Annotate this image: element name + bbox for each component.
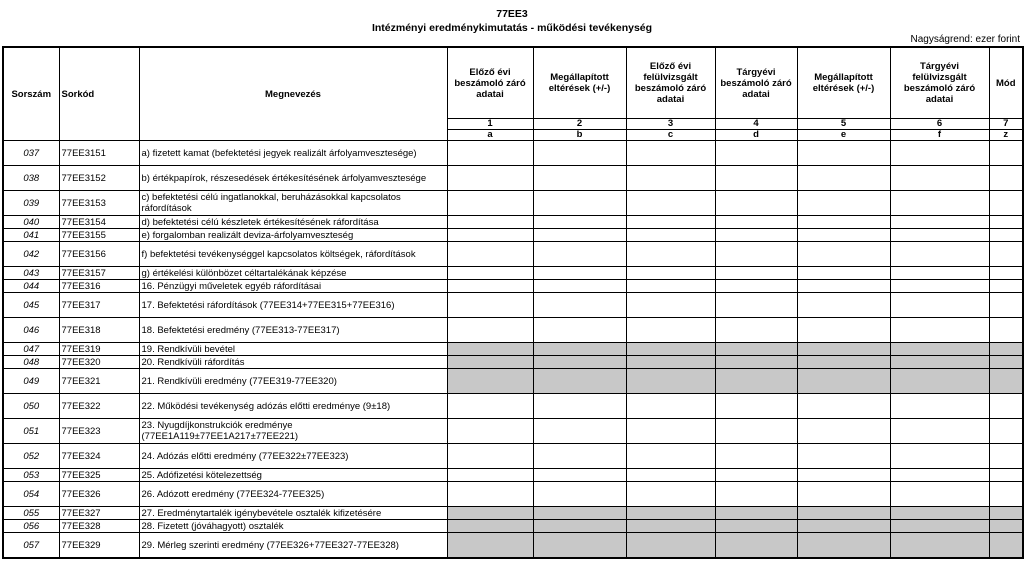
row-sorszam: 045 <box>3 293 59 318</box>
row-megnevezes: 20. Rendkívüli ráfordítás <box>139 356 447 369</box>
value-cell-6 <box>890 369 989 394</box>
row-sorkod: 77EE326 <box>59 482 139 507</box>
header-col-7: Mód <box>989 47 1023 119</box>
row-sorszam: 052 <box>3 444 59 469</box>
row-megnevezes: 18. Befektetési eredmény (77EE313-77EE317) <box>139 318 447 343</box>
row-sorkod: 77EE329 <box>59 533 139 559</box>
value-cell-6[interactable] <box>890 191 989 216</box>
header-col-5: Megállapított eltérések (+/-) <box>797 47 890 119</box>
value-cell-1[interactable] <box>447 444 533 469</box>
value-cell-6[interactable] <box>890 267 989 280</box>
value-cell-4[interactable] <box>715 280 797 293</box>
value-cell-2 <box>533 520 626 533</box>
header-col-2: Megállapított eltérések (+/-) <box>533 47 626 119</box>
value-cell-3 <box>626 533 715 559</box>
unit-note: Nagyságrend: ezer forint <box>910 34 1020 45</box>
row-sorszam: 055 <box>3 507 59 520</box>
value-cell-5[interactable] <box>797 482 890 507</box>
value-cell-2[interactable] <box>533 318 626 343</box>
value-cell-2 <box>533 343 626 356</box>
row-sorszam: 051 <box>3 419 59 444</box>
row-sorkod: 77EE3152 <box>59 166 139 191</box>
value-cell-5[interactable] <box>797 191 890 216</box>
value-cell-1[interactable] <box>447 419 533 444</box>
row-megnevezes: 26. Adózott eredmény (77EE324-77EE325) <box>139 482 447 507</box>
value-cell-3 <box>626 343 715 356</box>
value-cell-3[interactable] <box>626 318 715 343</box>
value-cell-1[interactable] <box>447 229 533 242</box>
table-row <box>3 482 1023 507</box>
value-cell-2[interactable] <box>533 444 626 469</box>
row-megnevezes: 22. Működési tevékenység adózás előtti eredménye (9±18) <box>139 394 447 419</box>
value-cell-4[interactable] <box>715 444 797 469</box>
row-megnevezes: 27. Eredménytartalék igénybevétele osztalék kifizetésére <box>139 507 447 520</box>
value-cell-5 <box>797 507 890 520</box>
col-letter: z <box>989 130 1023 141</box>
value-cell-1[interactable] <box>447 141 533 166</box>
table-row <box>3 293 1023 318</box>
value-cell-5[interactable] <box>797 469 890 482</box>
value-cell-6 <box>890 343 989 356</box>
row-sorszam: 039 <box>3 191 59 216</box>
row-sorszam: 037 <box>3 141 59 166</box>
row-sorkod: 77EE324 <box>59 444 139 469</box>
value-cell-3[interactable] <box>626 482 715 507</box>
value-cell-3 <box>626 356 715 369</box>
row-sorszam: 040 <box>3 216 59 229</box>
col-number: 1 <box>447 119 533 130</box>
col-number: 5 <box>797 119 890 130</box>
row-sorkod: 77EE317 <box>59 293 139 318</box>
row-sorkod: 77EE327 <box>59 507 139 520</box>
col-letter: a <box>447 130 533 141</box>
value-cell-7[interactable] <box>989 280 1023 293</box>
value-cell-7[interactable] <box>989 229 1023 242</box>
table-body <box>3 141 1023 559</box>
value-cell-7[interactable] <box>989 469 1023 482</box>
value-cell-6[interactable] <box>890 141 989 166</box>
row-sorkod: 77EE318 <box>59 318 139 343</box>
col-letter: d <box>715 130 797 141</box>
value-cell-1[interactable] <box>447 293 533 318</box>
value-cell-2 <box>533 356 626 369</box>
table-row <box>3 191 1023 216</box>
row-megnevezes: g) értékelési különbözet céltartalékának képzése <box>139 267 447 280</box>
value-cell-6 <box>890 356 989 369</box>
value-cell-7 <box>989 533 1023 559</box>
row-sorszam: 057 <box>3 533 59 559</box>
col-number: 2 <box>533 119 626 130</box>
value-cell-3[interactable] <box>626 216 715 229</box>
row-megnevezes: 17. Befektetési ráfordítások (77EE314+77EE315+77EE316) <box>139 293 447 318</box>
value-cell-1[interactable] <box>447 267 533 280</box>
value-cell-1 <box>447 507 533 520</box>
value-cell-5[interactable] <box>797 141 890 166</box>
value-cell-5[interactable] <box>797 229 890 242</box>
col-letter: e <box>797 130 890 141</box>
value-cell-4[interactable] <box>715 293 797 318</box>
value-cell-7 <box>989 343 1023 356</box>
value-cell-4[interactable] <box>715 242 797 267</box>
col-letter: c <box>626 130 715 141</box>
value-cell-4 <box>715 369 797 394</box>
value-cell-3[interactable] <box>626 191 715 216</box>
value-cell-4[interactable] <box>715 229 797 242</box>
value-cell-3[interactable] <box>626 229 715 242</box>
row-sorszam: 038 <box>3 166 59 191</box>
value-cell-4[interactable] <box>715 141 797 166</box>
value-cell-2[interactable] <box>533 394 626 419</box>
value-cell-5[interactable] <box>797 444 890 469</box>
value-cell-1[interactable] <box>447 166 533 191</box>
value-cell-5 <box>797 533 890 559</box>
row-megnevezes: 28. Fizetett (jóváhagyott) osztalék <box>139 520 447 533</box>
value-cell-2[interactable] <box>533 141 626 166</box>
value-cell-3[interactable] <box>626 267 715 280</box>
table-row <box>3 318 1023 343</box>
row-sorkod: 77EE3157 <box>59 267 139 280</box>
value-cell-2 <box>533 369 626 394</box>
header-sorszam: Sorszám <box>3 47 59 141</box>
row-sorszam: 046 <box>3 318 59 343</box>
value-cell-3[interactable] <box>626 469 715 482</box>
row-sorkod: 77EE3155 <box>59 229 139 242</box>
value-cell-7 <box>989 369 1023 394</box>
value-cell-5[interactable] <box>797 394 890 419</box>
row-sorszam: 042 <box>3 242 59 267</box>
row-megnevezes: 24. Adózás előtti eredmény (77EE322±77EE323) <box>139 444 447 469</box>
value-cell-2[interactable] <box>533 216 626 229</box>
row-megnevezes: 19. Rendkívüli bevétel <box>139 343 447 356</box>
value-cell-3[interactable] <box>626 242 715 267</box>
row-megnevezes: 29. Mérleg szerinti eredmény (77EE326+77EE327-77EE328) <box>139 533 447 559</box>
value-cell-7[interactable] <box>989 166 1023 191</box>
col-number: 4 <box>715 119 797 130</box>
value-cell-2 <box>533 533 626 559</box>
row-sorszam: 054 <box>3 482 59 507</box>
value-cell-6[interactable] <box>890 394 989 419</box>
value-cell-4[interactable] <box>715 166 797 191</box>
value-cell-5 <box>797 343 890 356</box>
value-cell-4 <box>715 507 797 520</box>
value-cell-4[interactable] <box>715 419 797 444</box>
value-cell-6[interactable] <box>890 293 989 318</box>
value-cell-4 <box>715 533 797 559</box>
header-col-1: Előző évi beszámoló záró adatai <box>447 47 533 119</box>
value-cell-2[interactable] <box>533 191 626 216</box>
value-cell-1[interactable] <box>447 469 533 482</box>
value-cell-4[interactable] <box>715 469 797 482</box>
value-cell-3 <box>626 520 715 533</box>
row-sorkod: 77EE3156 <box>59 242 139 267</box>
value-cell-5[interactable] <box>797 293 890 318</box>
table-row <box>3 369 1023 394</box>
row-sorkod: 77EE325 <box>59 469 139 482</box>
col-number: 3 <box>626 119 715 130</box>
value-cell-5[interactable] <box>797 242 890 267</box>
row-megnevezes: b) értékpapírok, részesedések értékesítésének árfolyamvesztesége <box>139 166 447 191</box>
row-sorszam: 049 <box>3 369 59 394</box>
value-cell-4[interactable] <box>715 216 797 229</box>
table-row <box>3 356 1023 369</box>
value-cell-7[interactable] <box>989 216 1023 229</box>
row-megnevezes: c) befektetési célú ingatlanokkal, beruházásokkal kapcsolatos ráfordítások <box>139 191 447 216</box>
value-cell-7 <box>989 520 1023 533</box>
value-cell-3[interactable] <box>626 419 715 444</box>
value-cell-6[interactable] <box>890 419 989 444</box>
value-cell-6[interactable] <box>890 242 989 267</box>
report-table <box>2 46 1024 559</box>
value-cell-7[interactable] <box>989 394 1023 419</box>
value-cell-6[interactable] <box>890 444 989 469</box>
value-cell-1[interactable] <box>447 394 533 419</box>
value-cell-7 <box>989 356 1023 369</box>
table-row <box>3 229 1023 242</box>
value-cell-6[interactable] <box>890 166 989 191</box>
row-sorszam: 048 <box>3 356 59 369</box>
value-cell-5[interactable] <box>797 419 890 444</box>
col-letter: f <box>890 130 989 141</box>
table-row <box>3 216 1023 229</box>
value-cell-1[interactable] <box>447 216 533 229</box>
value-cell-2[interactable] <box>533 242 626 267</box>
value-cell-6[interactable] <box>890 216 989 229</box>
value-cell-6 <box>890 520 989 533</box>
value-cell-5 <box>797 520 890 533</box>
value-cell-2[interactable] <box>533 482 626 507</box>
col-number: 6 <box>890 119 989 130</box>
value-cell-1 <box>447 369 533 394</box>
value-cell-7 <box>989 507 1023 520</box>
value-cell-3[interactable] <box>626 280 715 293</box>
table-row <box>3 242 1023 267</box>
value-cell-5 <box>797 369 890 394</box>
value-cell-4 <box>715 520 797 533</box>
value-cell-2 <box>533 507 626 520</box>
table-row <box>3 166 1023 191</box>
row-megnevezes: 25. Adófizetési kötelezettség <box>139 469 447 482</box>
value-cell-7[interactable] <box>989 242 1023 267</box>
value-cell-2[interactable] <box>533 280 626 293</box>
row-sorszam: 050 <box>3 394 59 419</box>
row-sorkod: 77EE321 <box>59 369 139 394</box>
value-cell-4[interactable] <box>715 318 797 343</box>
value-cell-4[interactable] <box>715 394 797 419</box>
value-cell-3[interactable] <box>626 166 715 191</box>
table-row <box>3 469 1023 482</box>
row-sorkod: 77EE328 <box>59 520 139 533</box>
table-row <box>3 280 1023 293</box>
value-cell-5[interactable] <box>797 280 890 293</box>
value-cell-6[interactable] <box>890 469 989 482</box>
row-sorszam: 044 <box>3 280 59 293</box>
row-sorszam: 043 <box>3 267 59 280</box>
table-row <box>3 394 1023 419</box>
value-cell-1[interactable] <box>447 318 533 343</box>
value-cell-4[interactable] <box>715 267 797 280</box>
row-sorszam: 053 <box>3 469 59 482</box>
table-row <box>3 267 1023 280</box>
value-cell-3[interactable] <box>626 141 715 166</box>
value-cell-4 <box>715 356 797 369</box>
value-cell-7[interactable] <box>989 318 1023 343</box>
col-number: 7 <box>989 119 1023 130</box>
value-cell-6[interactable] <box>890 280 989 293</box>
row-megnevezes: f) befektetési tevékenységgel kapcsolatos költségek, ráfordítások <box>139 242 447 267</box>
value-cell-2[interactable] <box>533 469 626 482</box>
value-cell-7[interactable] <box>989 419 1023 444</box>
value-cell-3[interactable] <box>626 394 715 419</box>
value-cell-2[interactable] <box>533 419 626 444</box>
value-cell-5[interactable] <box>797 318 890 343</box>
value-cell-6 <box>890 507 989 520</box>
form-code: 77EE3 <box>496 8 528 20</box>
value-cell-2[interactable] <box>533 267 626 280</box>
row-sorszam: 056 <box>3 520 59 533</box>
value-cell-6[interactable] <box>890 318 989 343</box>
header-col-6: Tárgyévi felülvizsgált beszámoló záró adatai <box>890 47 989 119</box>
value-cell-2[interactable] <box>533 166 626 191</box>
table-row <box>3 520 1023 533</box>
value-cell-6[interactable] <box>890 482 989 507</box>
value-cell-1[interactable] <box>447 482 533 507</box>
table-row <box>3 419 1023 444</box>
header-col-4: Tárgyévi beszámoló záró adatai <box>715 47 797 119</box>
row-sorkod: 77EE3153 <box>59 191 139 216</box>
table-row <box>3 141 1023 166</box>
value-cell-1 <box>447 533 533 559</box>
value-cell-5[interactable] <box>797 216 890 229</box>
value-cell-7[interactable] <box>989 482 1023 507</box>
value-cell-3 <box>626 369 715 394</box>
row-megnevezes: 23. Nyugdíjkonstrukciók eredménye (77EE1A119±77EE1A217±77EE221) <box>139 419 447 444</box>
value-cell-4 <box>715 343 797 356</box>
value-cell-1 <box>447 520 533 533</box>
value-cell-5 <box>797 356 890 369</box>
row-megnevezes: a) fizetett kamat (befektetési jegyek realizált árfolyamvesztesége) <box>139 141 447 166</box>
value-cell-1[interactable] <box>447 242 533 267</box>
value-cell-7[interactable] <box>989 141 1023 166</box>
table-row <box>3 444 1023 469</box>
value-cell-5[interactable] <box>797 267 890 280</box>
header-col-3: Előző évi felülvizsgált beszámoló záró adatai <box>626 47 715 119</box>
row-sorkod: 77EE3154 <box>59 216 139 229</box>
value-cell-7[interactable] <box>989 293 1023 318</box>
row-megnevezes: 16. Pénzügyi műveletek egyéb ráfordításai <box>139 280 447 293</box>
row-megnevezes: d) befektetési célú készletek értékesítésének ráfordítása <box>139 216 447 229</box>
header-megnevezes: Megnevezés <box>139 47 447 141</box>
value-cell-4[interactable] <box>715 482 797 507</box>
row-megnevezes: e) forgalomban realizált deviza-árfolyamveszteség <box>139 229 447 242</box>
value-cell-6[interactable] <box>890 229 989 242</box>
row-sorszam: 047 <box>3 343 59 356</box>
value-cell-3[interactable] <box>626 293 715 318</box>
table-row <box>3 507 1023 520</box>
value-cell-3[interactable] <box>626 444 715 469</box>
value-cell-6 <box>890 533 989 559</box>
row-sorkod: 77EE3151 <box>59 141 139 166</box>
row-sorkod: 77EE323 <box>59 419 139 444</box>
value-cell-3 <box>626 507 715 520</box>
row-megnevezes: 21. Rendkívüli eredmény (77EE319-77EE320) <box>139 369 447 394</box>
row-sorkod: 77EE320 <box>59 356 139 369</box>
value-cell-1 <box>447 343 533 356</box>
table-row <box>3 533 1023 559</box>
value-cell-1[interactable] <box>447 280 533 293</box>
value-cell-5[interactable] <box>797 166 890 191</box>
col-letter: b <box>533 130 626 141</box>
value-cell-2[interactable] <box>533 293 626 318</box>
row-sorkod: 77EE319 <box>59 343 139 356</box>
row-sorkod: 77EE316 <box>59 280 139 293</box>
value-cell-7[interactable] <box>989 444 1023 469</box>
row-sorszam: 041 <box>3 229 59 242</box>
value-cell-4[interactable] <box>715 191 797 216</box>
header-sorkod: Sorkód <box>59 47 139 141</box>
value-cell-1 <box>447 356 533 369</box>
value-cell-2[interactable] <box>533 229 626 242</box>
table-row <box>3 343 1023 356</box>
row-sorkod: 77EE322 <box>59 394 139 419</box>
value-cell-7[interactable] <box>989 267 1023 280</box>
form-title: Intézményi eredménykimutatás - működési tevékenység <box>371 22 653 34</box>
value-cell-7[interactable] <box>989 191 1023 216</box>
value-cell-1[interactable] <box>447 191 533 216</box>
